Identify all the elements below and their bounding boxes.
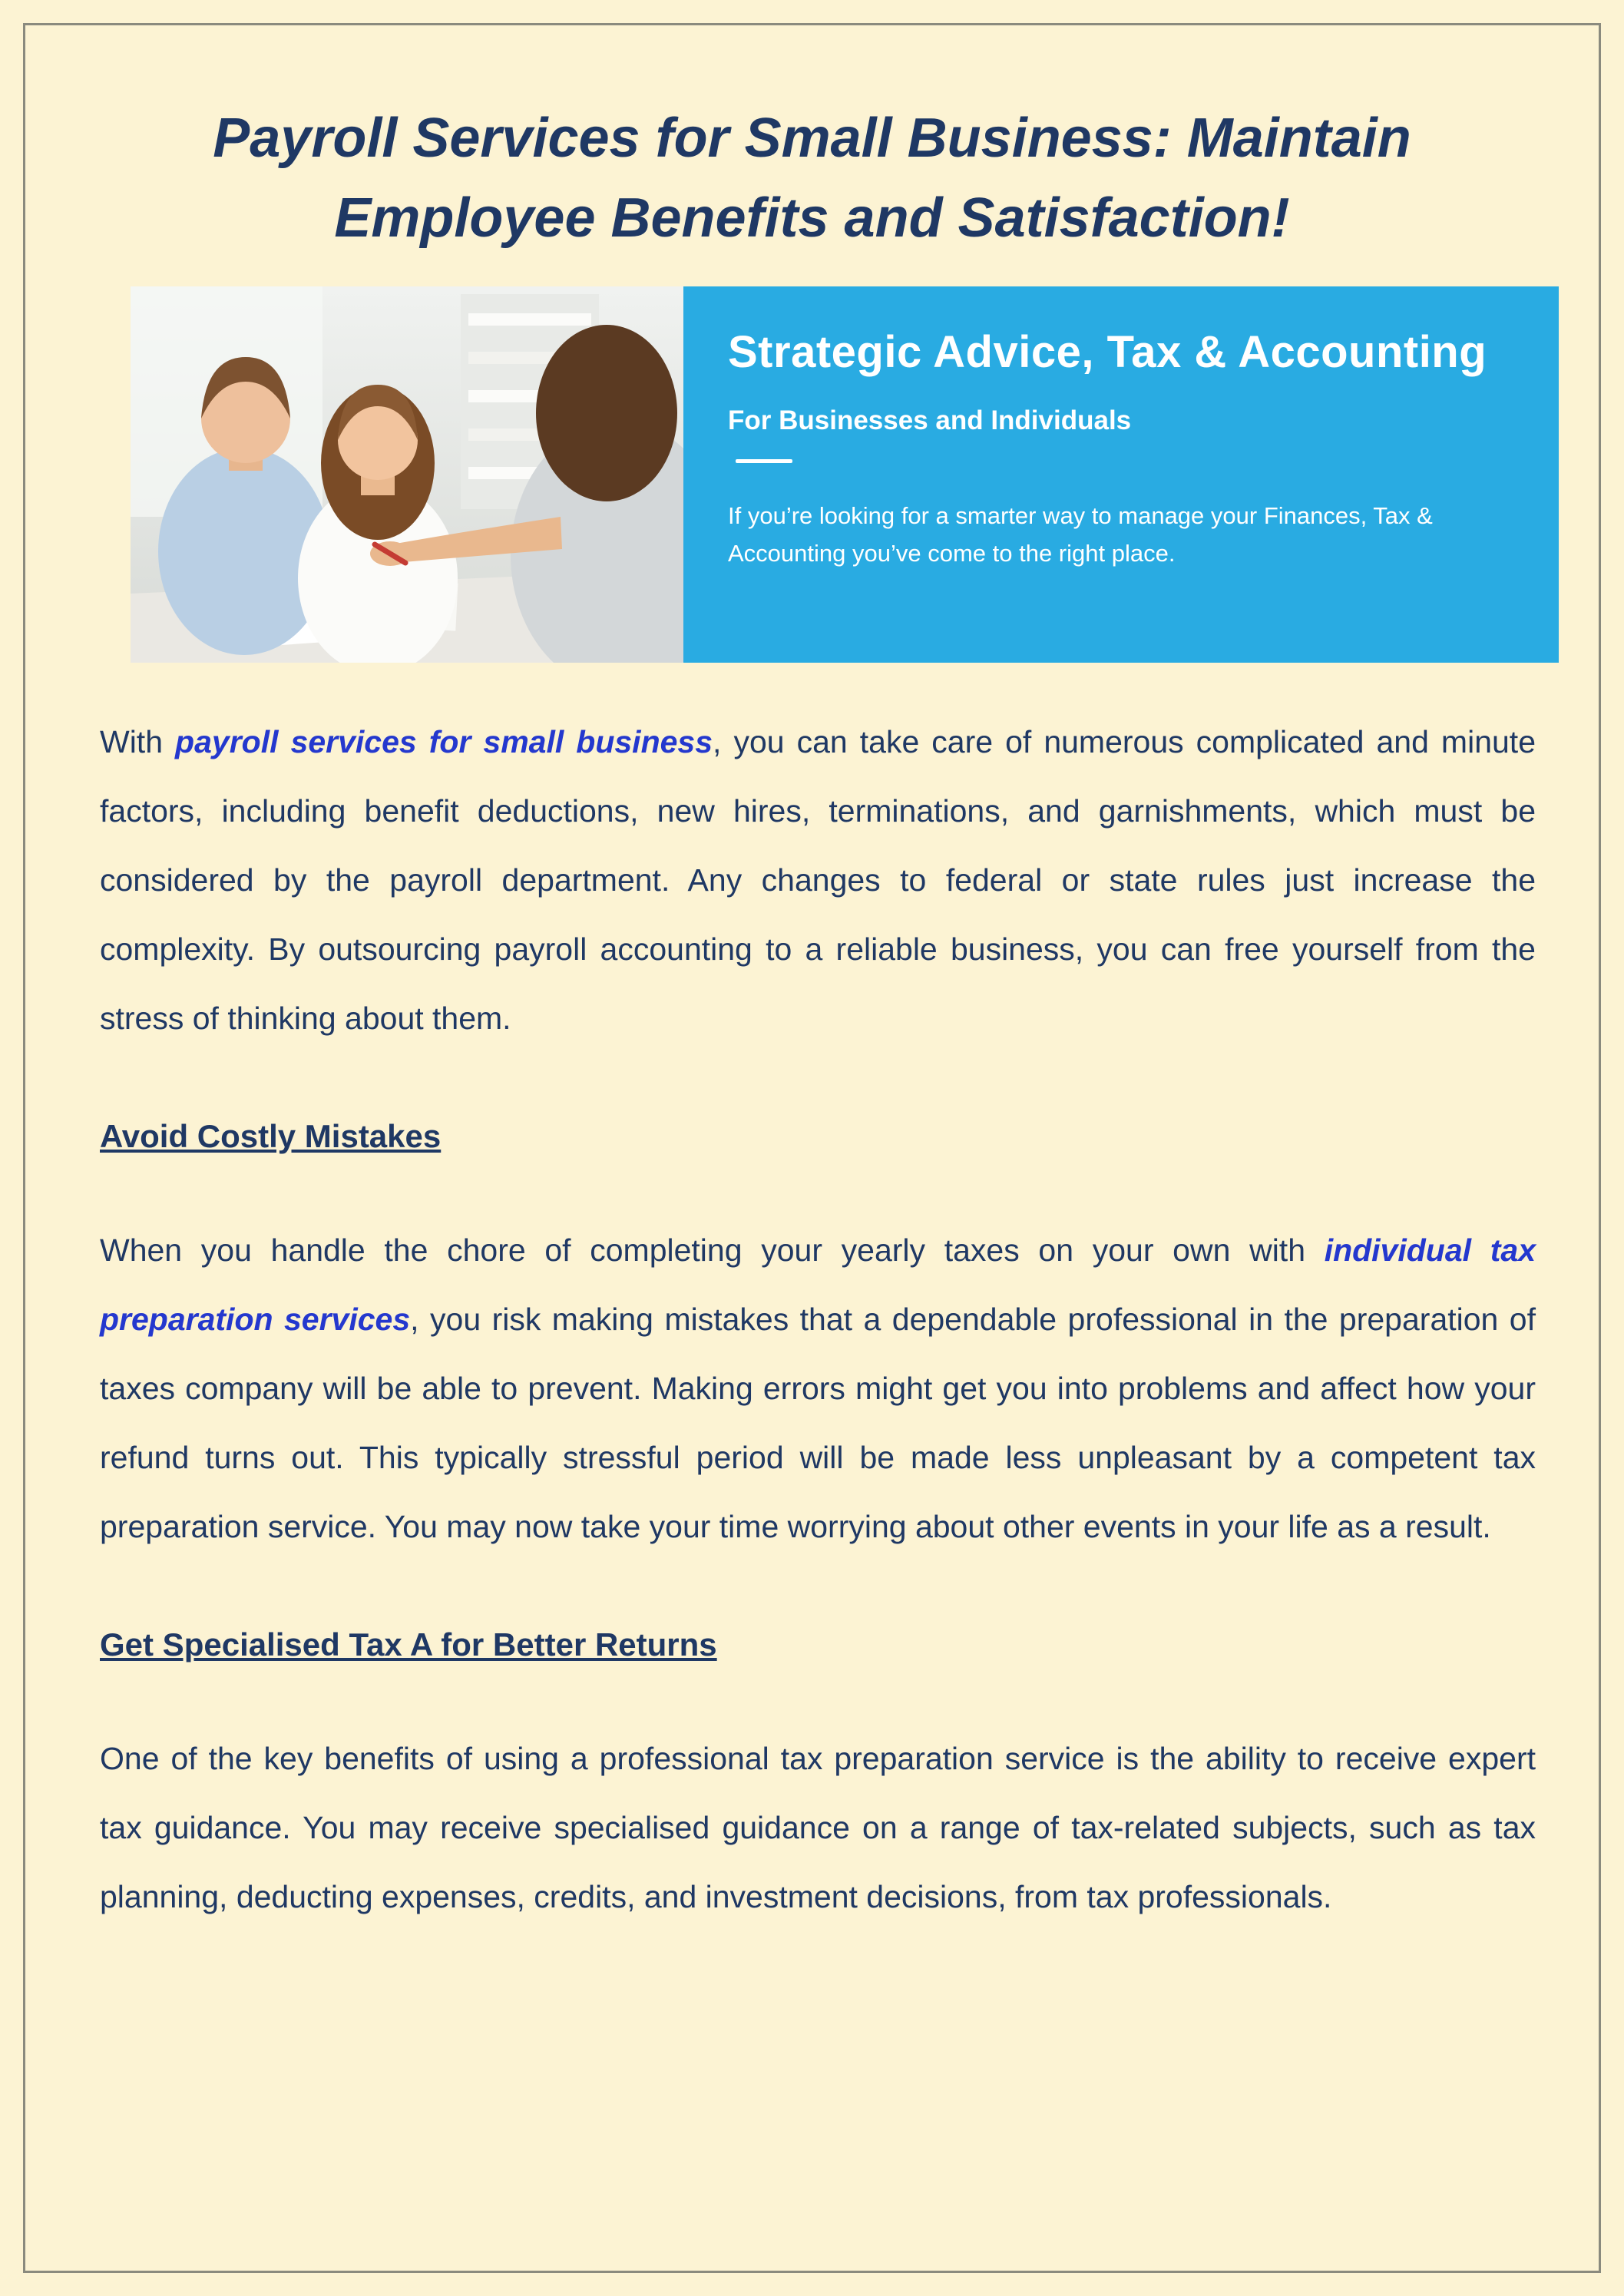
banner-subheading: For Businesses and Individuals bbox=[728, 405, 1132, 435]
paragraph-text: , you can take care of numerous complicated and minute factors, including benefit deductions, new hires, terminations, and garnishments, which must be considered by the payroll department. Any changes to federal or state rules just increase the complexity. By outsourcing payroll accounting to a reliable business, you can free yourself from the stress of thinking about them. bbox=[100, 723, 1536, 1036]
photo-illustration bbox=[131, 286, 683, 663]
banner-text-panel bbox=[683, 286, 1559, 663]
paragraph-tax-preparation bbox=[100, 1216, 1536, 1561]
paragraph-expert-guidance: One of the key benefits of using a professional tax preparation service is the ability to receive expert tax guidance. You may receive specialised guidance on a range of tax-related subjects, such as tax planning, deducting expenses, credits, and investment decisions, from tax professionals. bbox=[100, 1740, 1536, 1914]
paragraph-text: When you handle the chore of completing your yearly taxes on your own with bbox=[100, 1232, 1325, 1268]
paragraph-text: With bbox=[100, 723, 176, 759]
payroll-services-link[interactable]: payroll services for small business bbox=[175, 723, 713, 759]
banner-divider bbox=[736, 459, 792, 463]
individual-tax-preparation-link[interactable]: individual tax preparation services bbox=[100, 1232, 1536, 1337]
banner-heading: Strategic Advice, Tax & Accounting bbox=[728, 326, 1487, 377]
page-title bbox=[0, 0, 1624, 259]
section-heading-avoid-mistakes: Avoid Costly Mistakes bbox=[100, 1117, 442, 1154]
consultation-photo bbox=[131, 286, 683, 663]
article-body bbox=[100, 707, 1536, 1931]
paragraph-text: , you risk making mistakes that a dependable professional in the preparation of taxes company will be able to prevent. Making errors might get you into problems and affect how your refund turns out. This typically stressful period will be made less unpleasant by a competent tax preparation service. You may now take your time worrying about other events in your life as a result. bbox=[100, 1301, 1536, 1544]
page-title-line1: Payroll Services for Small Business: Maintain bbox=[213, 108, 1411, 169]
header-banner bbox=[131, 286, 1559, 663]
banner-tagline: If you’re looking for a smarter way to manage your Finances, Tax & Accounting you’ve come to the right place. bbox=[728, 501, 1433, 567]
page-title-line2: Employee Benefits and Satisfaction! bbox=[334, 187, 1290, 250]
paragraph-payroll-services bbox=[100, 707, 1536, 1053]
section-heading-specialised-tax: Get Specialised Tax A for Better Returns bbox=[100, 1626, 717, 1662]
